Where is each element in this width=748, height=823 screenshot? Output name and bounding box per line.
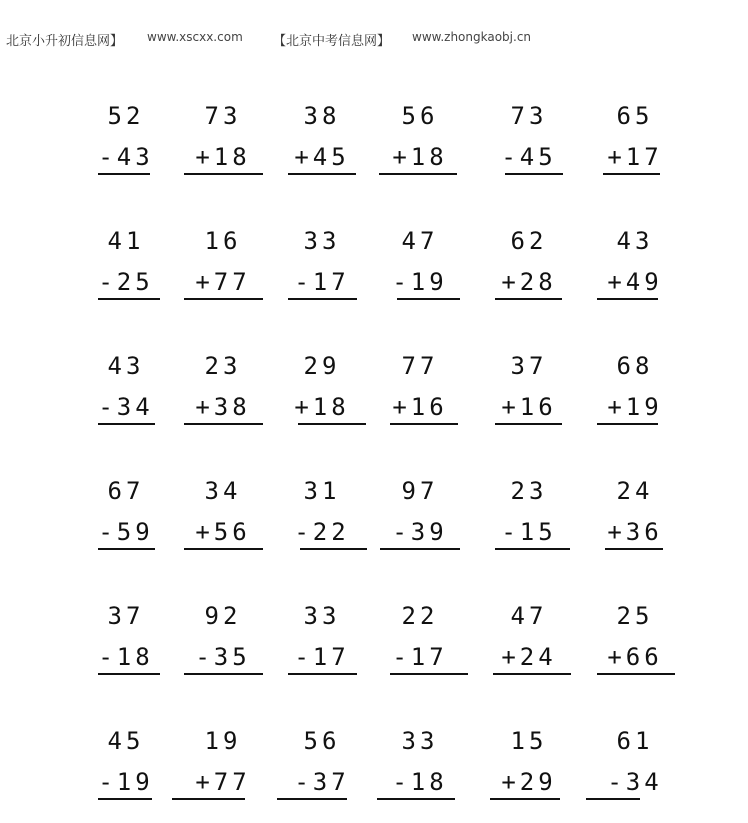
problem-r2-c1 (71, 227, 181, 307)
answer-line (184, 173, 263, 175)
problem-r2-c6 (580, 227, 690, 307)
operand-bottom: -37 (294, 768, 350, 796)
problem-r2-c2 (168, 227, 278, 307)
header-site-name-xsc: 北京小升初信息网】 (6, 34, 124, 49)
operand-bottom: +28 (501, 268, 557, 296)
operand-top: 43 (616, 227, 654, 255)
operand-bottom: +24 (501, 643, 557, 671)
operand-bottom: +16 (501, 393, 557, 421)
problem-r5-c6 (580, 602, 690, 682)
operand-bottom: -25 (98, 268, 154, 296)
operand-bottom: +18 (392, 143, 448, 171)
answer-line (98, 298, 160, 300)
answer-line (505, 173, 563, 175)
problem-r6-c3 (267, 727, 377, 807)
operand-top: 33 (401, 727, 439, 755)
answer-line (493, 673, 571, 675)
operand-top: 52 (107, 102, 145, 130)
operand-bottom: -35 (195, 643, 251, 671)
answer-line (379, 173, 457, 175)
answer-line (377, 798, 455, 800)
answer-line (288, 173, 356, 175)
header-url-zk[interactable]: www.zhongkaobj.cn (412, 30, 532, 44)
operand-bottom: +56 (195, 518, 251, 546)
operand-top: 56 (303, 727, 341, 755)
problem-r4-c6 (580, 477, 690, 557)
operand-top: 92 (204, 602, 242, 630)
answer-line (390, 673, 468, 675)
problem-r1-c4 (365, 102, 475, 182)
operand-bottom: +66 (607, 643, 663, 671)
answer-line (597, 298, 658, 300)
problem-r4-c1 (71, 477, 181, 557)
problem-r5-c1 (71, 602, 181, 682)
header-url-xsc[interactable]: www.xscxx.com (147, 30, 243, 44)
operand-bottom: -17 (294, 643, 350, 671)
operand-top: 34 (204, 477, 242, 505)
problem-r3-c2 (168, 352, 278, 432)
problem-r3-c4 (365, 352, 475, 432)
operand-top: 23 (204, 352, 242, 380)
answer-line (288, 673, 357, 675)
answer-line (597, 423, 658, 425)
answer-line (277, 798, 347, 800)
answer-line (98, 173, 150, 175)
operand-top: 61 (616, 727, 654, 755)
operand-top: 33 (303, 227, 341, 255)
operand-bottom: +29 (501, 768, 557, 796)
problem-r3-c6 (580, 352, 690, 432)
operand-bottom: -59 (98, 518, 154, 546)
operand-bottom: +77 (195, 268, 251, 296)
operand-bottom: -22 (294, 518, 350, 546)
problem-r1-c2 (168, 102, 278, 182)
problem-r4-c4 (365, 477, 475, 557)
operand-top: 43 (107, 352, 145, 380)
operand-top: 23 (510, 477, 548, 505)
operand-bottom: -19 (98, 768, 154, 796)
operand-top: 47 (401, 227, 439, 255)
operand-bottom: +49 (607, 268, 663, 296)
problem-r5-c5 (474, 602, 584, 682)
operand-top: 24 (616, 477, 654, 505)
problem-r2-c5 (474, 227, 584, 307)
answer-line (490, 798, 560, 800)
answer-line (98, 548, 155, 550)
operand-bottom: -18 (392, 768, 448, 796)
operand-top: 47 (510, 602, 548, 630)
answer-line (288, 298, 357, 300)
operand-top: 22 (401, 602, 439, 630)
operand-top: 73 (204, 102, 242, 130)
answer-line (380, 548, 460, 550)
operand-bottom: +18 (195, 143, 251, 171)
operand-top: 16 (204, 227, 242, 255)
answer-line (184, 673, 263, 675)
problem-r1-c3 (267, 102, 377, 182)
operand-top: 29 (303, 352, 341, 380)
answer-line (184, 298, 263, 300)
operand-top: 67 (107, 477, 145, 505)
answer-line (184, 548, 263, 550)
operand-top: 45 (107, 727, 145, 755)
answer-line (98, 423, 155, 425)
problem-r4-c3 (267, 477, 377, 557)
problem-r5-c4 (365, 602, 475, 682)
problem-r3-c5 (474, 352, 584, 432)
operand-top: 37 (510, 352, 548, 380)
problem-r2-c4 (365, 227, 475, 307)
operand-bottom: -17 (392, 643, 448, 671)
operand-bottom: -19 (392, 268, 448, 296)
answer-line (603, 173, 660, 175)
operand-top: 41 (107, 227, 145, 255)
problem-r1-c6 (580, 102, 690, 182)
problem-r6-c6 (580, 727, 690, 807)
answer-line (495, 298, 562, 300)
problem-r3-c1 (71, 352, 181, 432)
operand-top: 56 (401, 102, 439, 130)
operand-bottom: +17 (607, 143, 663, 171)
operand-top: 97 (401, 477, 439, 505)
operand-bottom: +77 (195, 768, 251, 796)
problem-r1-c1 (71, 102, 181, 182)
operand-bottom: -34 (607, 768, 663, 796)
operand-top: 62 (510, 227, 548, 255)
operand-top: 68 (616, 352, 654, 380)
problem-r6-c1 (71, 727, 181, 807)
operand-bottom: +45 (294, 143, 350, 171)
operand-bottom: +16 (392, 393, 448, 421)
operand-top: 77 (401, 352, 439, 380)
answer-line (184, 423, 263, 425)
answer-line (597, 673, 675, 675)
operand-bottom: +36 (607, 518, 663, 546)
problem-r5-c2 (168, 602, 278, 682)
problem-r1-c5 (474, 102, 584, 182)
answer-line (298, 423, 366, 425)
answer-line (605, 548, 663, 550)
operand-bottom: +18 (294, 393, 350, 421)
answer-line (98, 798, 152, 800)
answer-line (98, 673, 160, 675)
answer-line (495, 548, 570, 550)
operand-top: 19 (204, 727, 242, 755)
problem-r5-c3 (267, 602, 377, 682)
operand-top: 25 (616, 602, 654, 630)
problem-r4-c2 (168, 477, 278, 557)
answer-line (300, 548, 367, 550)
problem-r3-c3 (267, 352, 377, 432)
problem-r6-c2 (168, 727, 278, 807)
answer-line (397, 298, 460, 300)
answer-line (586, 798, 640, 800)
operand-top: 37 (107, 602, 145, 630)
operand-top: 31 (303, 477, 341, 505)
operand-top: 33 (303, 602, 341, 630)
answer-line (495, 423, 562, 425)
operand-top: 15 (510, 727, 548, 755)
operand-bottom: -17 (294, 268, 350, 296)
operand-bottom: -45 (501, 143, 557, 171)
operand-bottom: +19 (607, 393, 663, 421)
operand-top: 65 (616, 102, 654, 130)
problem-r2-c3 (267, 227, 377, 307)
operand-bottom: +38 (195, 393, 251, 421)
operand-bottom: -18 (98, 643, 154, 671)
header-site-name-zk: 【北京中考信息网】 (273, 34, 391, 49)
problem-r6-c5 (474, 727, 584, 807)
answer-line (390, 423, 458, 425)
answer-line (172, 798, 245, 800)
operand-top: 73 (510, 102, 548, 130)
problem-r6-c4 (365, 727, 475, 807)
operand-bottom: -34 (98, 393, 154, 421)
operand-bottom: -39 (392, 518, 448, 546)
problem-r4-c5 (474, 477, 584, 557)
operand-bottom: -15 (501, 518, 557, 546)
operand-top: 38 (303, 102, 341, 130)
operand-bottom: -43 (98, 143, 154, 171)
